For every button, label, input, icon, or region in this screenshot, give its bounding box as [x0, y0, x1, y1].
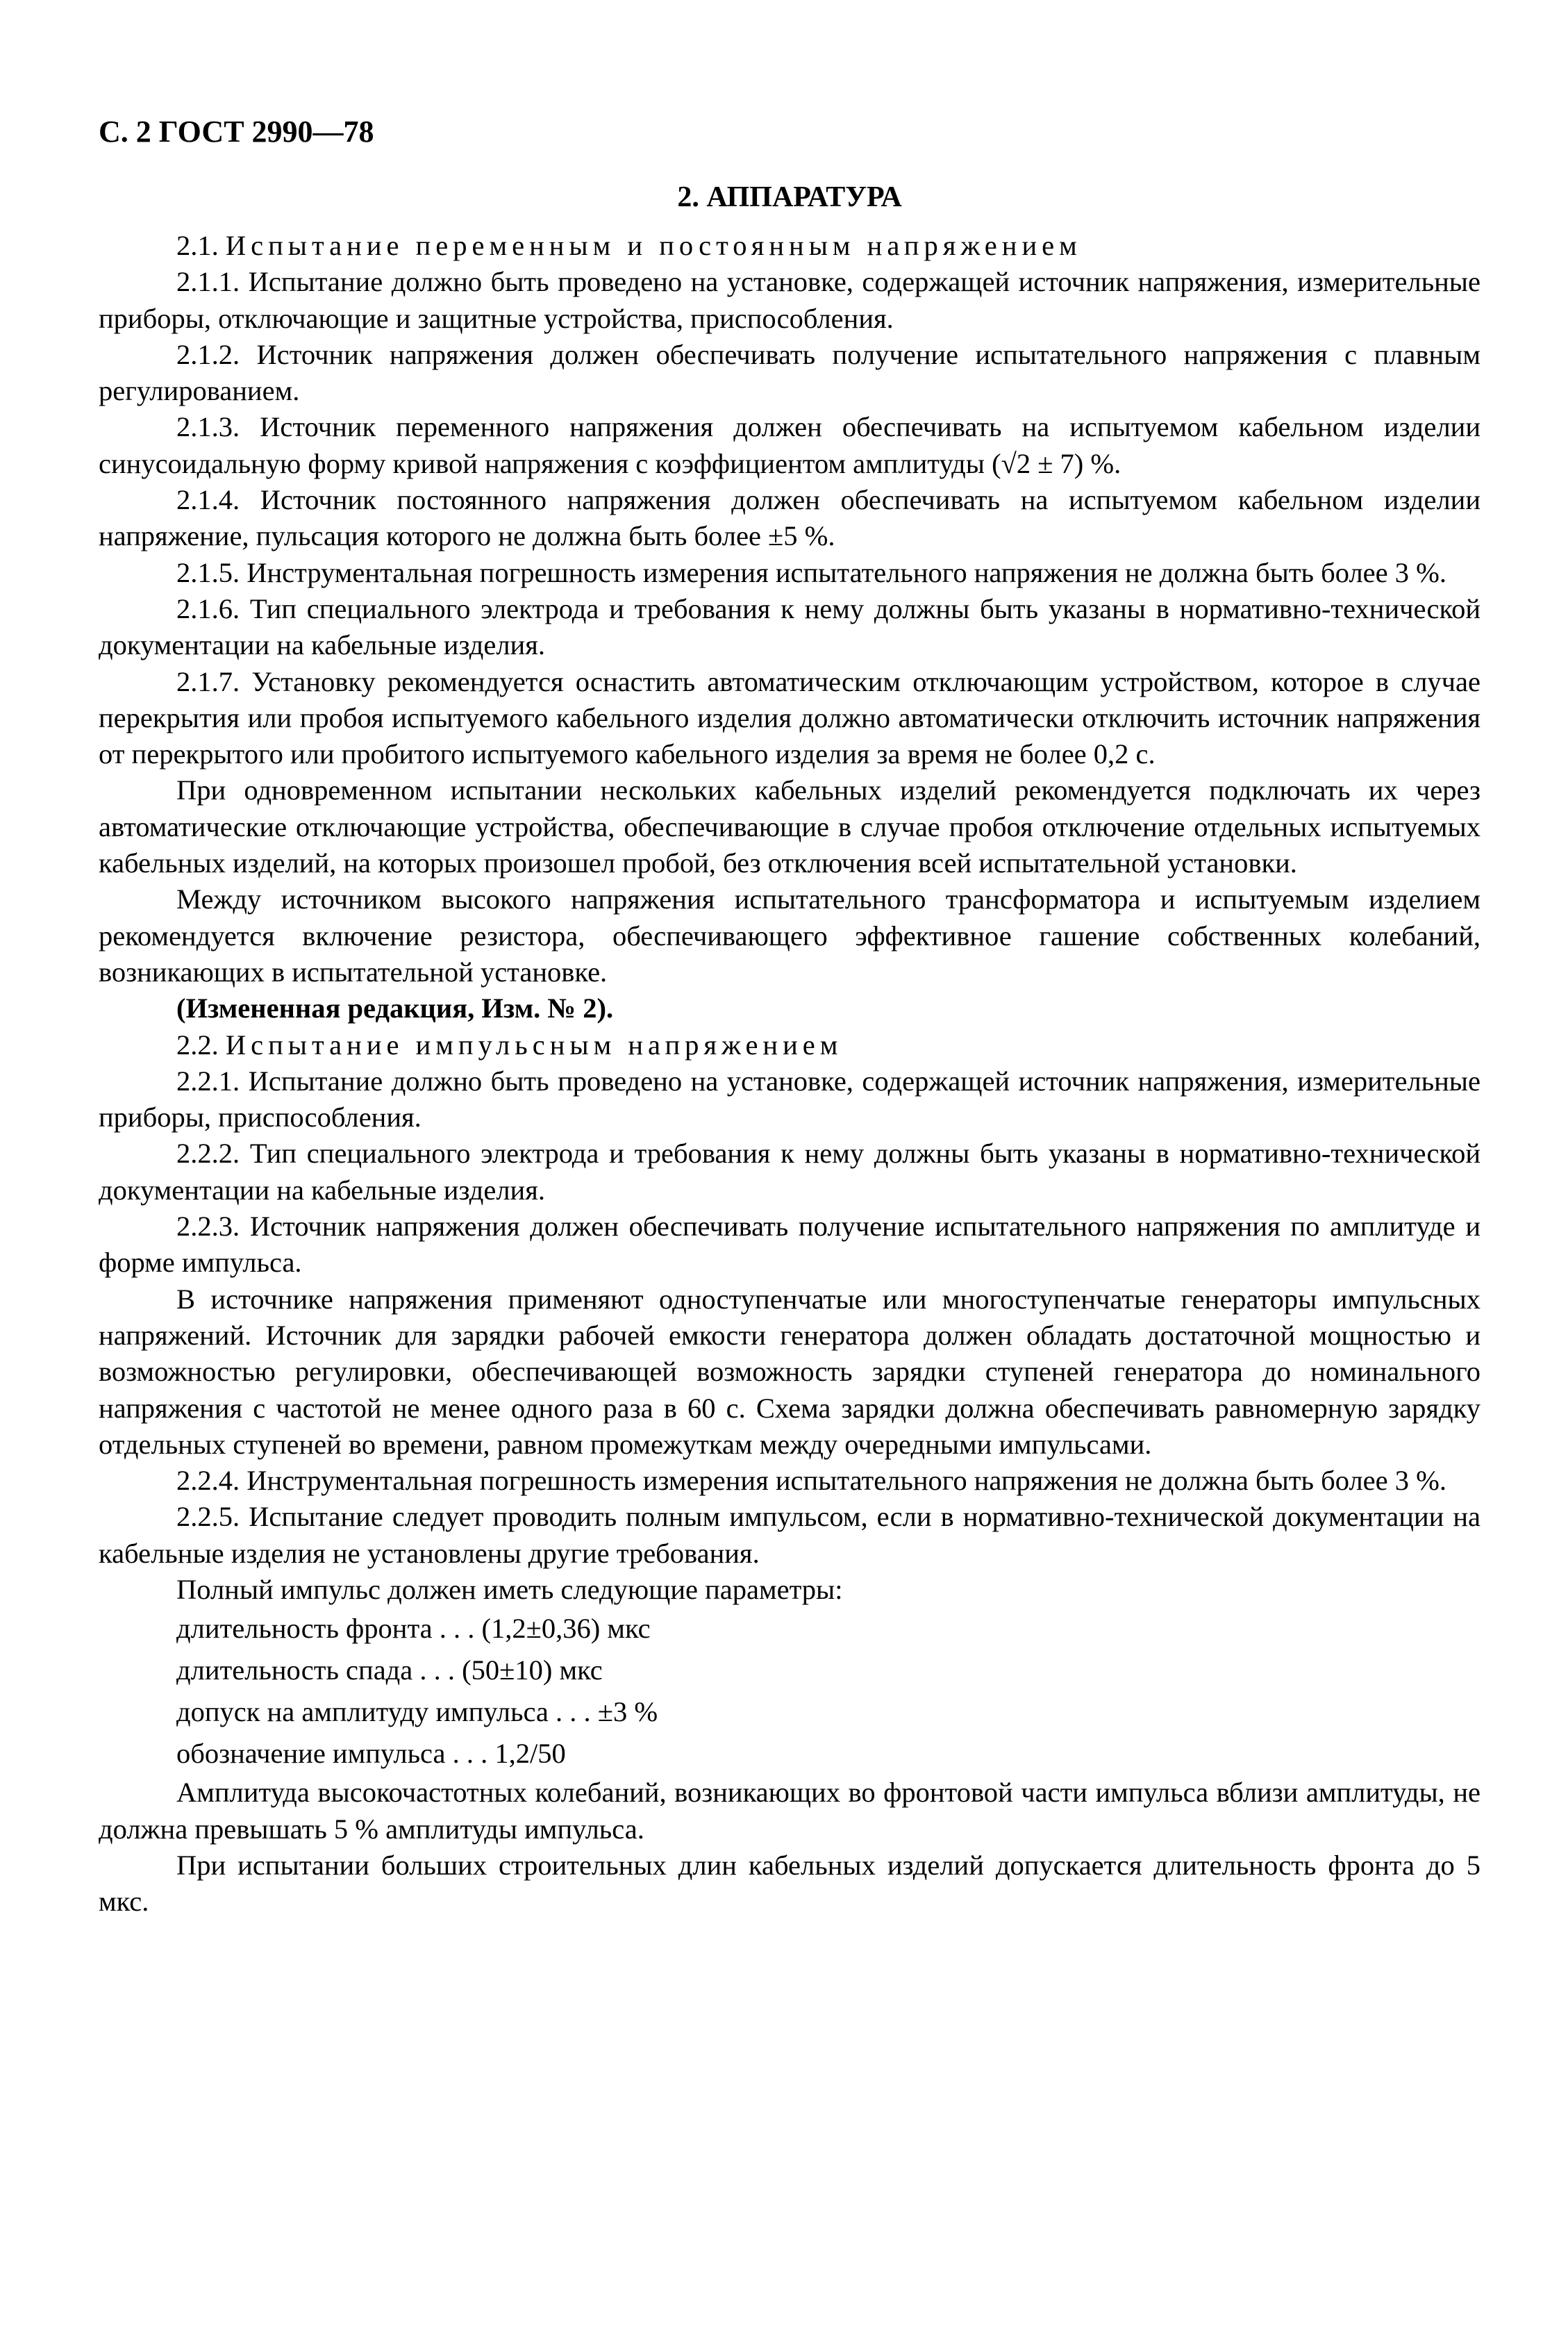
parameter-line: длительность спада . . . (50±10) мкс — [176, 1654, 603, 1686]
paragraph: 2.2.3. Источник напряжения должен обеспечивать получение испытательного напряжения по амплитуде и форме импульса. — [99, 1211, 1481, 1279]
document-page — [99, 111, 1481, 1920]
parameter-line: длительность фронта . . . (1,2±0,36) мкс — [176, 1613, 651, 1645]
paragraph: 2.1.6. Тип специального электрода и требования к нему должны быть указаны в нормативно-технической документации на кабельные изделия. — [99, 592, 1481, 661]
paragraph: Амплитуда высокочастотных колебаний, возникающих во фронтовой части импульса вблизи амплитуды, не должна превышать 5 % амплитуды импульса. — [99, 1777, 1481, 1845]
paragraph: 2.1.7. Установку рекомендуется оснастить автоматическим отключающим устройством, которое в случае перекрытия или пробоя испытуемого кабельного изделия должно автоматически отключить источник напряжения от перекрытого или пробитого испытуемого кабельного изделия за время не более 0,2 с. — [99, 665, 1481, 770]
running-head: С. 2 ГОСТ 2990—78 — [99, 115, 374, 149]
subsection-heading-2-2 — [99, 1027, 1481, 1063]
subsection-number: 2.1. — [176, 230, 219, 261]
paragraph: Полный импульс должен иметь следующие параметры: — [176, 1573, 843, 1605]
subsection-number: 2.2. — [176, 1029, 219, 1061]
paragraph: 2.2.5. Испытание следует проводить полным импульсом, если в нормативно-технической документации на кабельные изделия не установлены другие требования. — [99, 1501, 1481, 1569]
paragraph: 2.2.4. Инструментальная погрешность измерения испытательного напряжения не должна быть более 3 %. — [176, 1465, 1446, 1497]
subsection-heading-2-1 — [99, 228, 1481, 264]
parameter-line: обозначение импульса . . . 1,2/50 — [176, 1738, 566, 1770]
subsection-title: Испытание импульсным напряжением — [225, 1029, 843, 1061]
paragraph: При одновременном испытании нескольких кабельных изделий рекомендуется подключать их через автоматические отключающие устройства, обеспечивающие в случае пробоя отключение отдельных испытуемых кабельных изделий, на которых произошел пробой, без отключения всей испытательной установки. — [99, 774, 1481, 879]
section-title: 2. АППАРАТУРА — [677, 181, 902, 213]
paragraph: 2.1.5. Инструментальная погрешность измерения испытательного напряжения не должна быть более 3 %. — [176, 556, 1446, 588]
paragraph: 2.1.1. Испытание должно быть проведено на установке, содержащей источник напряжения, измерительные приборы, отключающие и защитные устройства, приспособления. — [99, 266, 1481, 334]
paragraph: 2.1.4. Источник постоянного напряжения должен обеспечивать на испытуемом кабельном изделии напряжение, пульсация которого не должна быть более ±5 %. — [99, 484, 1481, 552]
paragraph: 2.2.1. Испытание должно быть проведено на установке, содержащей источник напряжения, измерительные приборы, приспособления. — [99, 1065, 1481, 1133]
paragraph: При испытании больших строительных длин кабельных изделий допускается длительность фронта до 5 мкс. — [99, 1849, 1481, 1918]
paragraph: 2.1.2. Источник напряжения должен обеспечивать получение испытательного напряжения с плавным регулированием. — [99, 338, 1481, 407]
paragraph: Между источником высокого напряжения испытательного трансформатора и испытуемым изделием рекомендуется включение резистора, обеспечивающего эффективное гашение собственных колебаний, возникающих в испытательной установке. — [99, 883, 1481, 988]
subsection-title: Испытание переменным и постоянным напряжением — [225, 230, 1082, 261]
paragraph: 2.1.3. Источник переменного напряжения должен обеспечивать на испытуемом кабельном изделии синусоидальную форму кривой напряжения с коэффициентом амплитуды (√2 ± 7) %. — [99, 411, 1481, 479]
paragraph: 2.2.2. Тип специального электрода и требования к нему должны быть указаны в нормативно-технической документации на кабельные изделия. — [99, 1138, 1481, 1206]
paragraph: В источнике напряжения применяют одноступенчатые или многоступенчатые генераторы импульсных напряжений. Источник для зарядки рабочей емкости генератора должен обладать достаточной мощностью и возможностью регулировки, обеспечивающей возможность зарядки ступеней генератора до номинального напряжения с частотой не менее одного раза в 60 с. Схема зарядки должна обеспечивать равномерную зарядку отдельных ступеней во времени, равном промежуткам между очередными импульсами. — [99, 1283, 1481, 1460]
parameter-line: допуск на амплитуду импульса . . . ±3 % — [176, 1696, 658, 1728]
amendment-note: (Измененная редакция, Изм. № 2). — [176, 992, 614, 1024]
